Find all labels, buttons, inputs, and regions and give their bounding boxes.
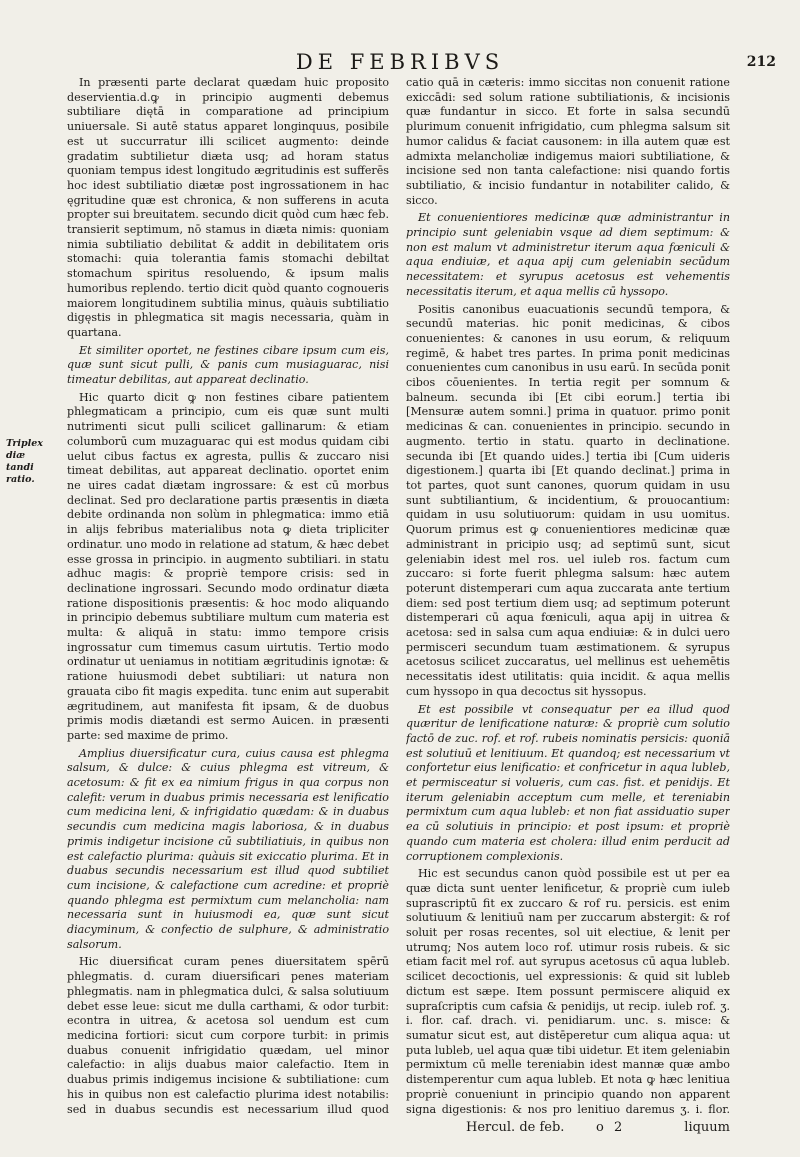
footer-reference: Hercul. de feb. <box>466 1120 565 1135</box>
left-paragraph: Et similiter oportet, ne festines cibare ipsum cum eis, quæ sunt sicut pulli, & panis cum musiaguarac, nisi timeatur debilitas, aut appareat declinatio. <box>67 343 389 387</box>
right-paragraph: Et est possibile vt consequatur per ea illud quod quæritur de lenificatione naturæ: & propriè cum solutio factō de zuc. rof. et rof. rubeis nominatis persicis: quoniā est solutiuū et lenitiuum. Et quandoq; est necessarium vt confortetur eius lenificatio: et confricetur in aqua lubleb, et permisceatur si volueris, cum cas. fist. et penidijs. Et iterum geleniabin acceptum cum melle, et tereniabin permixtum cum aqua lubleb: et non fiat assiduatio super ea cū solutiuis in principio: et post ipsum: et propriè quando cum materia est cholera: illud enim perducit ad corruptionem complexionis. <box>406 702 730 863</box>
right-column <box>406 76 730 1116</box>
left-paragraph: In præsenti parte declarat quædam huic proposito deservientia.d.ꝙ in principio augmenti debemus subtiliare diętā in comparatione ad principium uniuersale. Si autē status apparet longinquus, posibile est ut succurratur illi scilicet augmento: deinde gradatim subtilietur diæta usq; ad horam status quoniam tempus idest longitudo ægritudinis est sufferēs hoc idest subtiliatio diætæ post ingrossationem in hac ęgritudine quæ est chronica, & non sufferens in acuta propter sui breuitatem. secundo dicit quòd cum hæc feb. transierit septimum, nō stamus in diæta nimis: quoniam nimia subtiliatio debilitat & addit in debilitatem oris stomachi: quia tolerantia famis stomachi debiltat stomachum spiritus resoluendo, & ipsum malis humoribus replendo. tertio dicit quòd quanto cognoueris maiorem longitudinem subtilia minus, quàuis subtiliatio digęstis in phlegmatica sit magis necessaria, quàm in quartana. <box>67 76 389 339</box>
folio-number: 212 <box>746 54 776 70</box>
left-paragraph: Hic diuersificat curam penes diuersitatem spērū phlegmatis. d. curam diuersificari penes materiam phlegmatis. nam in phlegmatica dulci, & salsa solutiuum debet esse leue: sicut me dulla carthami, & odor turbit: econtra in uitrea, & acetosa sol uendum est cum medicina fortiori: sicut cum corpore turbit: in primis duabus conuenit infrigidatio quædam, uel minor calefactio: in alijs duabus maior calefactio. Item in duabus primis indigemus incisione & subtiliatione: cum his in quibus non est calefactio plurima idest notabilis: sed in duabus secundis est necessarium illud quod <box>67 955 389 1116</box>
margin-note: Triplex diæ tandi ratio. <box>6 438 43 485</box>
page-header <box>0 48 800 78</box>
right-paragraph: catio quā in cæteris: immo siccitas non conuenit ratione exiccādi: sed solum ratione subtiliationis, & incisionis quæ fundantur in sicco. Et forte in salsa secundū plurimum conuenit infrigidatio, cum phlegma salsum sit humor calidus & faciat causonem: in illa autem quæ est admixta melancholiæ indigemus maiori subtiliatione, & incisione sed non tanta calefactione: nisi quando fortis subtiliatio, & incisio fundantur in notabiliter calido, & sicco. <box>406 76 730 207</box>
signature-mark: o 2 <box>596 1120 626 1135</box>
left-column <box>67 76 389 1116</box>
running-title: DE FEBRIBVS <box>295 50 505 74</box>
page-footer <box>406 1120 730 1150</box>
right-paragraph: Hic est secundus canon quòd possibile est ut per ea quæ dicta sunt uenter lenificetur, & propriè cum iuleb suprascriptū fit ex zuccaro & rof ru. persicis. est enim solutiuum & lenitiuū nam per zuccarum abstergit: & rof soluit per rosas recentes, sol uit electiue, & lenit per utrumq; Nos autem loco rof. utimur rosis rubeis. & sic etiam facit mel rof. aut syrupus acetosus cū aqua lubleb. scilicet decoctionis, uel expressionis: & quid sit lubleb dictum est sæpe. Item possunt permiscere aliquid ex supraſcriptis cum cafsia & penidijs, ut recip. iuleb rof. ʒ. i. flor. caf. drach. vi. penidiarum. unc. s. misce: & sumatur sicut est, aut distēperetur cum aliqua aqua: ut puta lubleb, uel aqua quæ tibi uidetur. Et item geleniabin permixtum cū melle tereniabin idest mannæ quæ ambo distemperentur cum aqua lubleb. Et nota ꝙ hæc lenitiua propriè conueniunt in principio quando non apparent signa digestionis: & nos pro lenitiuo daremus ʒ. i. flor. <box>406 867 730 1116</box>
right-paragraph: Et conuenientiores medicinæ quæ administrantur in principio sunt geleniabin vsque ad diem septimum: & non est malum vt administretur iterum aqua fœniculi & aqua endiuiæ, et aqua apij cum geleniabin secūdum necessitatem: et syrupus acetosus est vehementis necessitatis iterum, et aqua mellis cū hyssopo. <box>406 211 730 298</box>
left-paragraph: Hic quarto dicit ꝙ non festines cibare patientem phlegmaticam a principio, cum eis quæ sunt multi nutrimenti sicut pulli scilicet gallinarum: & etiam columborū cum muzaguarac qui est modus quidam cibi uelut cibus factus ex agresta, pullis & zuccaro nisi timeat debilitas, aut appareat declinatio. oportet enim ne uires cadat diætam ingrossare: & est cū morbus declinat. Sed pro declaratione partis præsentis in diæta debite ordinanda non solùm in phlegmatica: immo etiā in alijs febribus materialibus nota ꝙ dieta tripliciter ordinatur. uno modo in relatione ad statum, & hæc debet esse grossa in principio. in augmento subtiliari. in statu adhuc magis: & propriè tempore crisis: sed in declinatione ingrossari. Secundo modo ordinatur diæta ratione dispositionis præsentis: & hoc modo aliquando in principio debemus subtiliare multum cum materia est multa: & aliquā in statu: immo tempore crisis ingrossatur cum timemus casum uirtutis. Tertio modo ordinatur ut ueniamus in notitiam ægritudinis ignotæ: & ratione huiusmodi debet subtiliari: ut natura non grauata cibo fit magis expedita. tunc enim aut superabit ægritudinem, aut manifesta fit ipsam, & de duobus primis modis diætandi est sermo Auicen. in præsenti parte: sed maxime de primo. <box>67 390 389 742</box>
catchword: liquum <box>684 1120 730 1135</box>
left-paragraph: Amplius diuersificatur cura, cuius causa est phlegma salsum, & dulce: & cuius phlegma est vitreum, & acetosum: & fit ex ea nimium frigus in qua corpus non calefit: verum in duabus primis necessaria est lenificatio cum medicina leni, & infrigidatio quædam: & in duabus secundis cum medicina magis laboriosa, & in duabus primis indigetur incisione cū subtiliatiuis, in quibus non est calefactio plurima: quàuis sit exiccatio plurima. Et in duabus secundis necessarium est illud quod subtiliet cum incisione, & calefactione cum acredine: et propriè quando phlegma est permixtum cum melancholia: nam necessaria sunt in huiusmodi ea, quæ sunt sicut diacyminum, & confectio de sulphure, & administratio salsorum. <box>67 746 389 951</box>
right-paragraph: Positis canonibus euacuationis secundū tempora, & secundū materias. hic ponit medicinas, & cibos conuenientes: & canones in usu eorum, & reliquum regimē, & habet tres partes. In prima ponit medicinas conuenientes cum canonibus in usu earū. In secūda ponit cibos cōuenientes. In tertia regit per somnum & balneum. secunda ibi [Et cibi eorum.] tertia ibi [Mensuræ autem somni.] prima in quatuor. primo ponit medicinas & can. conuenientes in principio. secundo in augmento. tertio in statu. quarto in declinatione. secunda ibi [Et quando uides.] tertia ibi [Cum uideris digestionem.] quarta ibi [Et quando declinat.] prima in tot partes, quot sunt canones, quorum quidam in usu sunt subtiliantium, & incidentium, & prouocantium: quidam in usu solutiuorum: quidam in usu uomitus. Quorum primus est ꝙ conuenientiores medicinæ quæ administrant in pricipio usq; ad septimū sunt, sicut geleniabin idest mel ros. uel iuleb ros. factum cum zuccaro: si forte fuerit phlegma salsum: hæc autem poterunt distemperari cum aqua zuccarata ante tertium diem: sed post tertium diem usq; ad septimum poterunt distemperari cū aqua fœniculi, aqua apij in uitrea & acetosa: sed in salsa cum aqua endiuiæ: & in dulci uero permisceri secundum tuam æstimationem. & syrupus acetosus scilicet zuccaratus, uel mellinus est uehemētis necessitatis idest utilitatis: quia incidit. & aqua mellis cum hyssopo in qua decoctus sit hyssopus. <box>406 302 730 698</box>
